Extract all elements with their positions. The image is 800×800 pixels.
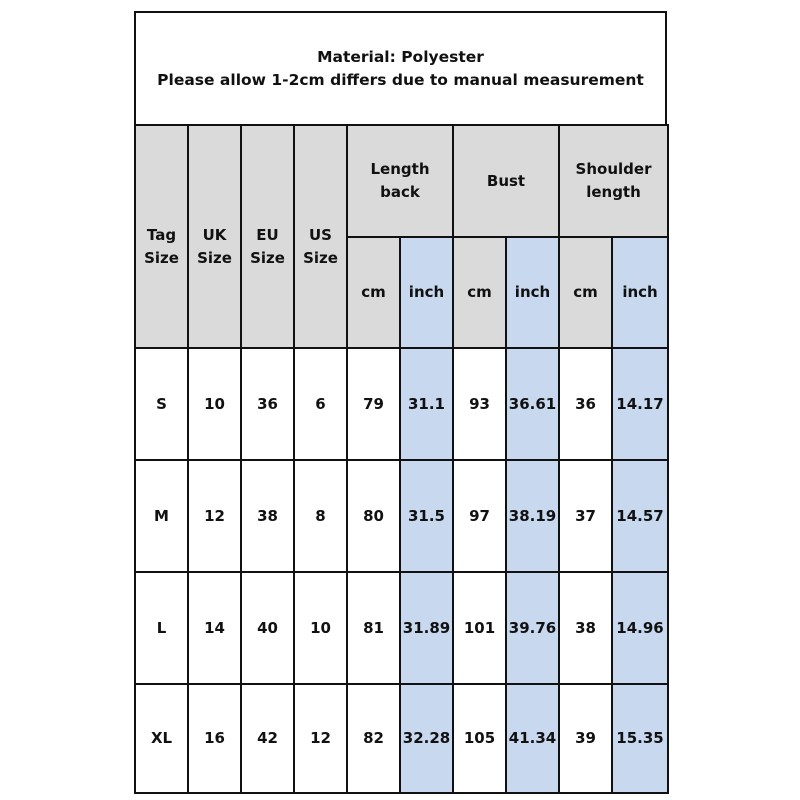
unit-header-shoulder-cm: cm [559,237,612,348]
unit-header-bust-cm: cm [453,237,506,348]
material-note [134,11,667,124]
col-header-length-back-line1: Length [370,160,430,178]
cell-shoulder-cm: 39 [559,684,612,793]
cell-us: 10 [294,572,347,684]
cell-shoulder-cm: 37 [559,460,612,572]
col-header-tag-size-line1: Tag [146,225,177,244]
size-table [134,124,669,794]
col-header-uk-size-line2: Size [197,248,232,267]
col-header-tag-size [135,125,188,348]
cell-us: 6 [294,348,347,460]
cell-length-cm: 79 [347,348,400,460]
table-row [135,684,668,793]
cell-tag: S [135,348,188,460]
cell-bust-cm: 93 [453,348,506,460]
col-header-eu-size-line2: Size [250,248,285,267]
size-chart [134,11,667,792]
measurement-note-line: Please allow 1-2cm differs due to manual measurement [157,70,644,89]
cell-shoulder-inch: 14.17 [612,348,668,460]
cell-length-inch: 31.5 [400,460,453,572]
col-header-shoulder-length-line1: Shoulder [575,160,652,178]
table-row [135,572,668,684]
table-row [135,460,668,572]
cell-shoulder-inch: 14.57 [612,460,668,572]
cell-uk: 14 [188,572,241,684]
cell-length-cm: 80 [347,460,400,572]
cell-eu: 38 [241,460,294,572]
col-header-us-size [294,125,347,348]
col-header-uk-size-line1: UK [202,225,227,244]
cell-bust-inch: 38.19 [506,460,559,572]
cell-length-cm: 82 [347,684,400,793]
cell-bust-cm: 105 [453,684,506,793]
col-header-us-size-line2: Size [303,248,338,267]
cell-bust-cm: 101 [453,572,506,684]
cell-tag: L [135,572,188,684]
col-header-us-size-line1: US [309,225,332,244]
unit-header-length-cm: cm [347,237,400,348]
col-header-shoulder-length-line2: length [586,183,641,201]
col-header-length-back [347,125,453,237]
cell-bust-inch: 39.76 [506,572,559,684]
cell-length-inch: 31.89 [400,572,453,684]
cell-eu: 40 [241,572,294,684]
cell-bust-inch: 41.34 [506,684,559,793]
unit-header-shoulder-inch: inch [612,237,668,348]
cell-tag: M [135,460,188,572]
unit-header-length-inch: inch [400,237,453,348]
cell-uk: 12 [188,460,241,572]
cell-shoulder-inch: 15.35 [612,684,668,793]
cell-uk: 10 [188,348,241,460]
col-header-bust: Bust [453,125,559,237]
cell-shoulder-cm: 38 [559,572,612,684]
col-header-eu-size-line1: EU [256,225,279,244]
cell-us: 8 [294,460,347,572]
cell-bust-cm: 97 [453,460,506,572]
col-header-tag-size-line2: Size [144,248,179,267]
cell-tag: XL [135,684,188,793]
cell-bust-inch: 36.61 [506,348,559,460]
cell-length-cm: 81 [347,572,400,684]
cell-us: 12 [294,684,347,793]
table-row [135,348,668,460]
cell-shoulder-cm: 36 [559,348,612,460]
material-line: Material: Polyester [317,47,484,66]
cell-length-inch: 31.1 [400,348,453,460]
col-header-length-back-line2: back [380,183,420,201]
cell-length-inch: 32.28 [400,684,453,793]
unit-header-bust-inch: inch [506,237,559,348]
cell-eu: 42 [241,684,294,793]
cell-uk: 16 [188,684,241,793]
cell-shoulder-inch: 14.96 [612,572,668,684]
col-header-eu-size [241,125,294,348]
header-row-groups [135,125,668,237]
col-header-shoulder-length [559,125,668,237]
cell-eu: 36 [241,348,294,460]
col-header-uk-size [188,125,241,348]
